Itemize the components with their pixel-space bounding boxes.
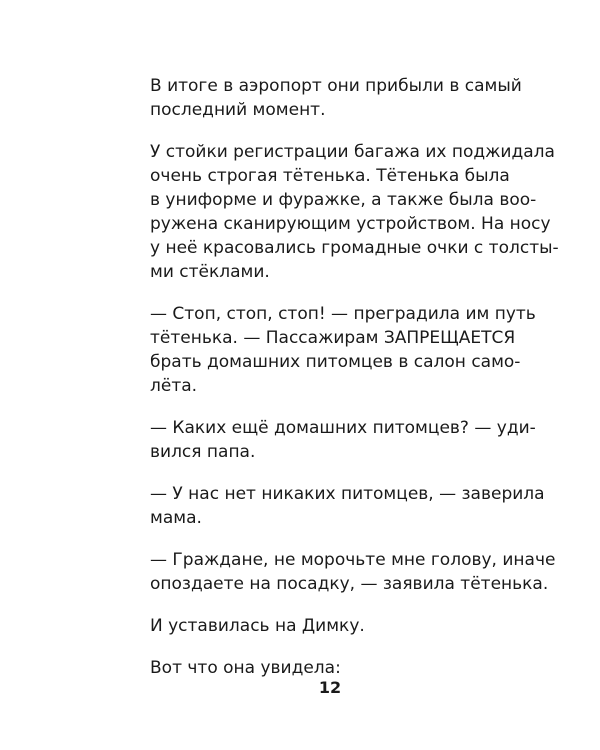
text-line: В итоге в аэропорт они прибыли в самый [150, 76, 522, 96]
paragraph-7 [150, 614, 530, 638]
paragraph-1 [150, 74, 530, 122]
text-line: в униформе и фуражке, а также была воо- [150, 190, 537, 210]
page-number: 12 [318, 678, 342, 697]
text-line: ружена сканирующим устройством. На носу [150, 214, 551, 234]
text-line: — Стоп, стоп, стоп! — преградила им путь [150, 304, 536, 324]
text-line: И уставилась на Димку. [150, 616, 365, 636]
paragraph-4 [150, 416, 536, 464]
text-line: мама. [150, 508, 202, 528]
text-line: у неё красовались громадные очки с толсты- [150, 238, 559, 258]
text-line: — Граждане, не морочьте мне голову, иначе [150, 550, 556, 570]
text-line: брать домашних питомцев в салон само- [150, 352, 521, 372]
text-line: опоздаете на посадку, — заявила тётенька. [150, 574, 549, 594]
text-line: очень строгая тётенька. Тётенька была [150, 166, 510, 186]
paragraph-2 [150, 140, 559, 284]
text-line: последний момент. [150, 100, 326, 120]
text-line: — У нас нет никаких питомцев, — заверила [150, 484, 545, 504]
paragraph-8 [150, 656, 530, 680]
text-line: тётенька. — Пассажирам ЗАПРЕЩАЕТСЯ [150, 328, 516, 348]
paragraph-3 [150, 302, 536, 398]
body-text [150, 74, 559, 698]
text-line: У стойки регистрации багажа их поджидала [150, 142, 555, 162]
text-line: — Каких ещё домашних питомцев? — уди- [150, 418, 536, 438]
text-line: ми стёклами. [150, 262, 270, 282]
paragraph-6 [150, 548, 556, 596]
paragraph-5 [150, 482, 545, 530]
text-line: Вот что она увидела: [150, 658, 341, 678]
text-line: лёта. [150, 376, 198, 396]
text-line: вился папа. [150, 442, 256, 462]
